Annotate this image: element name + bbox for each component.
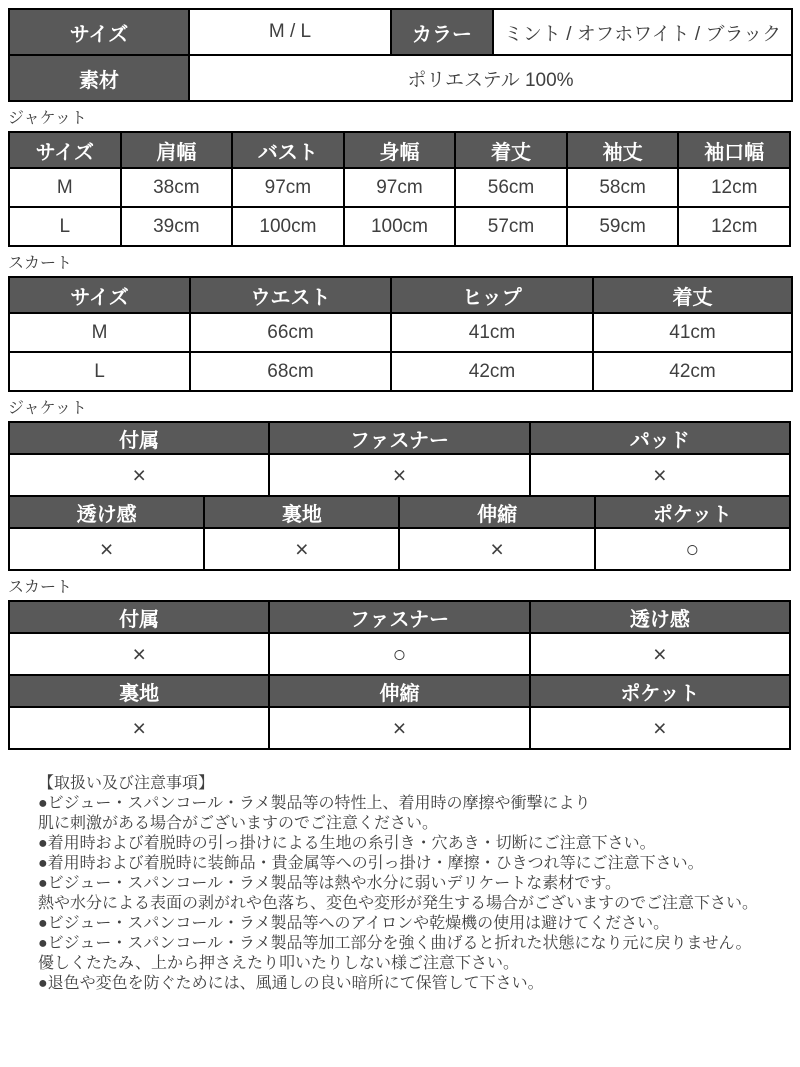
feature-mark-cell: × bbox=[9, 528, 204, 570]
column-header: 着丈 bbox=[455, 132, 567, 168]
table-header-row bbox=[9, 422, 790, 454]
table-row bbox=[9, 313, 792, 352]
care-note-line: ●ビジュー・スパンコール・ラメ製品等は熱や水分に弱いデリケートな素材です。 bbox=[38, 875, 621, 892]
jacket-section-label: ジャケット bbox=[8, 110, 87, 127]
table-cell: 59cm bbox=[567, 207, 679, 246]
care-note-line: 肌に刺激がある場合がございますのでご注意ください。 bbox=[38, 815, 439, 832]
column-header: 伸縮 bbox=[269, 675, 529, 707]
feature-mark-cell: × bbox=[204, 528, 399, 570]
color-label-cell: カラー bbox=[391, 9, 493, 55]
table-row bbox=[9, 633, 790, 675]
table-cell: M bbox=[9, 313, 190, 352]
care-note-line: ●着用時および着脱時に装飾品・貴金属等への引っ掛け・摩擦・ひきつれ等にご注意下さい。 bbox=[38, 855, 704, 872]
table-cell: 66cm bbox=[190, 313, 391, 352]
table-header-row bbox=[9, 277, 792, 313]
table-cell: 58cm bbox=[567, 168, 679, 207]
table-cell: 100cm bbox=[344, 207, 456, 246]
column-header: 袖丈 bbox=[567, 132, 679, 168]
table-row bbox=[9, 207, 790, 246]
table-cell: 68cm bbox=[190, 352, 391, 391]
table-cell: 41cm bbox=[391, 313, 593, 352]
table-cell: L bbox=[9, 207, 121, 246]
column-header: ファスナー bbox=[269, 601, 529, 633]
table-header-row bbox=[9, 675, 790, 707]
care-note-line: ●退色や変色を防ぐためには、風通しの良い暗所にて保管して下さい。 bbox=[38, 975, 544, 992]
feature-mark-cell: × bbox=[9, 707, 269, 749]
care-note-line: ●着用時および着脱時の引っ掛けによる生地の糸引き・穴あき・切断にご注意下さい。 bbox=[38, 835, 656, 852]
table-cell: 39cm bbox=[121, 207, 233, 246]
column-header: 透け感 bbox=[530, 601, 790, 633]
size-value-cell: M / L bbox=[189, 9, 391, 55]
feature-mark-cell: ○ bbox=[269, 633, 529, 675]
table-cell: M bbox=[9, 168, 121, 207]
feature-mark-cell: × bbox=[269, 454, 529, 496]
column-header: 肩幅 bbox=[121, 132, 233, 168]
care-note-line: ●ビジュー・スパンコール・ラメ製品等の特性上、着用時の摩擦や衝撃により bbox=[38, 795, 591, 812]
column-header: サイズ bbox=[9, 277, 190, 313]
table-cell: 38cm bbox=[121, 168, 233, 207]
table-row bbox=[9, 9, 792, 55]
feature-mark-cell: × bbox=[9, 454, 269, 496]
table-header-row bbox=[9, 132, 790, 168]
column-header: 裏地 bbox=[204, 496, 399, 528]
table-cell: 41cm bbox=[593, 313, 792, 352]
material-label-cell: 素材 bbox=[9, 55, 189, 101]
column-header: パッド bbox=[530, 422, 790, 454]
table-cell: 56cm bbox=[455, 168, 567, 207]
table-cell: 100cm bbox=[232, 207, 344, 246]
table-header-row bbox=[9, 496, 790, 528]
column-header: ポケット bbox=[530, 675, 790, 707]
table-cell: 12cm bbox=[678, 207, 790, 246]
column-header: 付属 bbox=[9, 422, 269, 454]
feature-mark-cell: × bbox=[399, 528, 594, 570]
column-header: ウエスト bbox=[190, 277, 391, 313]
care-notes bbox=[38, 774, 800, 994]
table-row bbox=[9, 55, 792, 101]
column-header: 袖口幅 bbox=[678, 132, 790, 168]
care-note-line: 優しくたたみ、上から押さえたり叩いたりしない様ご注意下さい。 bbox=[38, 955, 519, 972]
table-row bbox=[9, 707, 790, 749]
feature-mark-cell: × bbox=[269, 707, 529, 749]
skirt-details-table bbox=[8, 600, 791, 750]
column-header: 付属 bbox=[9, 601, 269, 633]
care-notes-title: 【取扱い及び注意事項】 bbox=[38, 775, 215, 792]
column-header: 裏地 bbox=[9, 675, 269, 707]
table-row bbox=[9, 528, 790, 570]
material-value-cell: ポリエステル 100% bbox=[189, 55, 792, 101]
care-note-line: ●ビジュー・スパンコール・ラメ製品等へのアイロンや乾燥機の使用は避けてください。 bbox=[38, 915, 670, 932]
feature-mark-cell: ○ bbox=[595, 528, 790, 570]
care-note-line: 熱や水分による表面の剥がれや色落ち、変色や変形が発生する場合がございますのでご注意下さい。 bbox=[38, 895, 759, 912]
table-row bbox=[9, 454, 790, 496]
skirt-section-label: スカート bbox=[8, 255, 73, 272]
feature-mark-cell: × bbox=[530, 454, 790, 496]
column-header: 身幅 bbox=[344, 132, 456, 168]
jacket-details-section-label: ジャケット bbox=[8, 400, 87, 417]
table-row bbox=[9, 168, 790, 207]
feature-mark-cell: × bbox=[9, 633, 269, 675]
feature-mark-cell: × bbox=[530, 633, 790, 675]
size-label-cell: サイズ bbox=[9, 9, 189, 55]
skirt-size-table bbox=[8, 276, 793, 392]
column-header: ファスナー bbox=[269, 422, 529, 454]
table-cell: 97cm bbox=[232, 168, 344, 207]
column-header: ヒップ bbox=[391, 277, 593, 313]
table-cell: 42cm bbox=[593, 352, 792, 391]
column-header: 透け感 bbox=[9, 496, 204, 528]
product-info-table bbox=[8, 8, 793, 102]
color-value-cell: ミント / オフホワイト / ブラック bbox=[493, 9, 792, 55]
jacket-details-table bbox=[8, 421, 791, 571]
column-header: サイズ bbox=[9, 132, 121, 168]
table-cell: 42cm bbox=[391, 352, 593, 391]
table-row bbox=[9, 352, 792, 391]
table-cell: 12cm bbox=[678, 168, 790, 207]
jacket-size-table bbox=[8, 131, 791, 247]
feature-mark-cell: × bbox=[530, 707, 790, 749]
column-header: 着丈 bbox=[593, 277, 792, 313]
care-note-line: ●ビジュー・スパンコール・ラメ製品等加工部分を強く曲げると折れた状態になり元に戻りません。 bbox=[38, 935, 752, 952]
table-header-row bbox=[9, 601, 790, 633]
table-cell: 57cm bbox=[455, 207, 567, 246]
column-header: ポケット bbox=[595, 496, 790, 528]
skirt-details-section-label: スカート bbox=[8, 579, 73, 596]
column-header: 伸縮 bbox=[399, 496, 594, 528]
column-header: バスト bbox=[232, 132, 344, 168]
table-cell: 97cm bbox=[344, 168, 456, 207]
table-cell: L bbox=[9, 352, 190, 391]
